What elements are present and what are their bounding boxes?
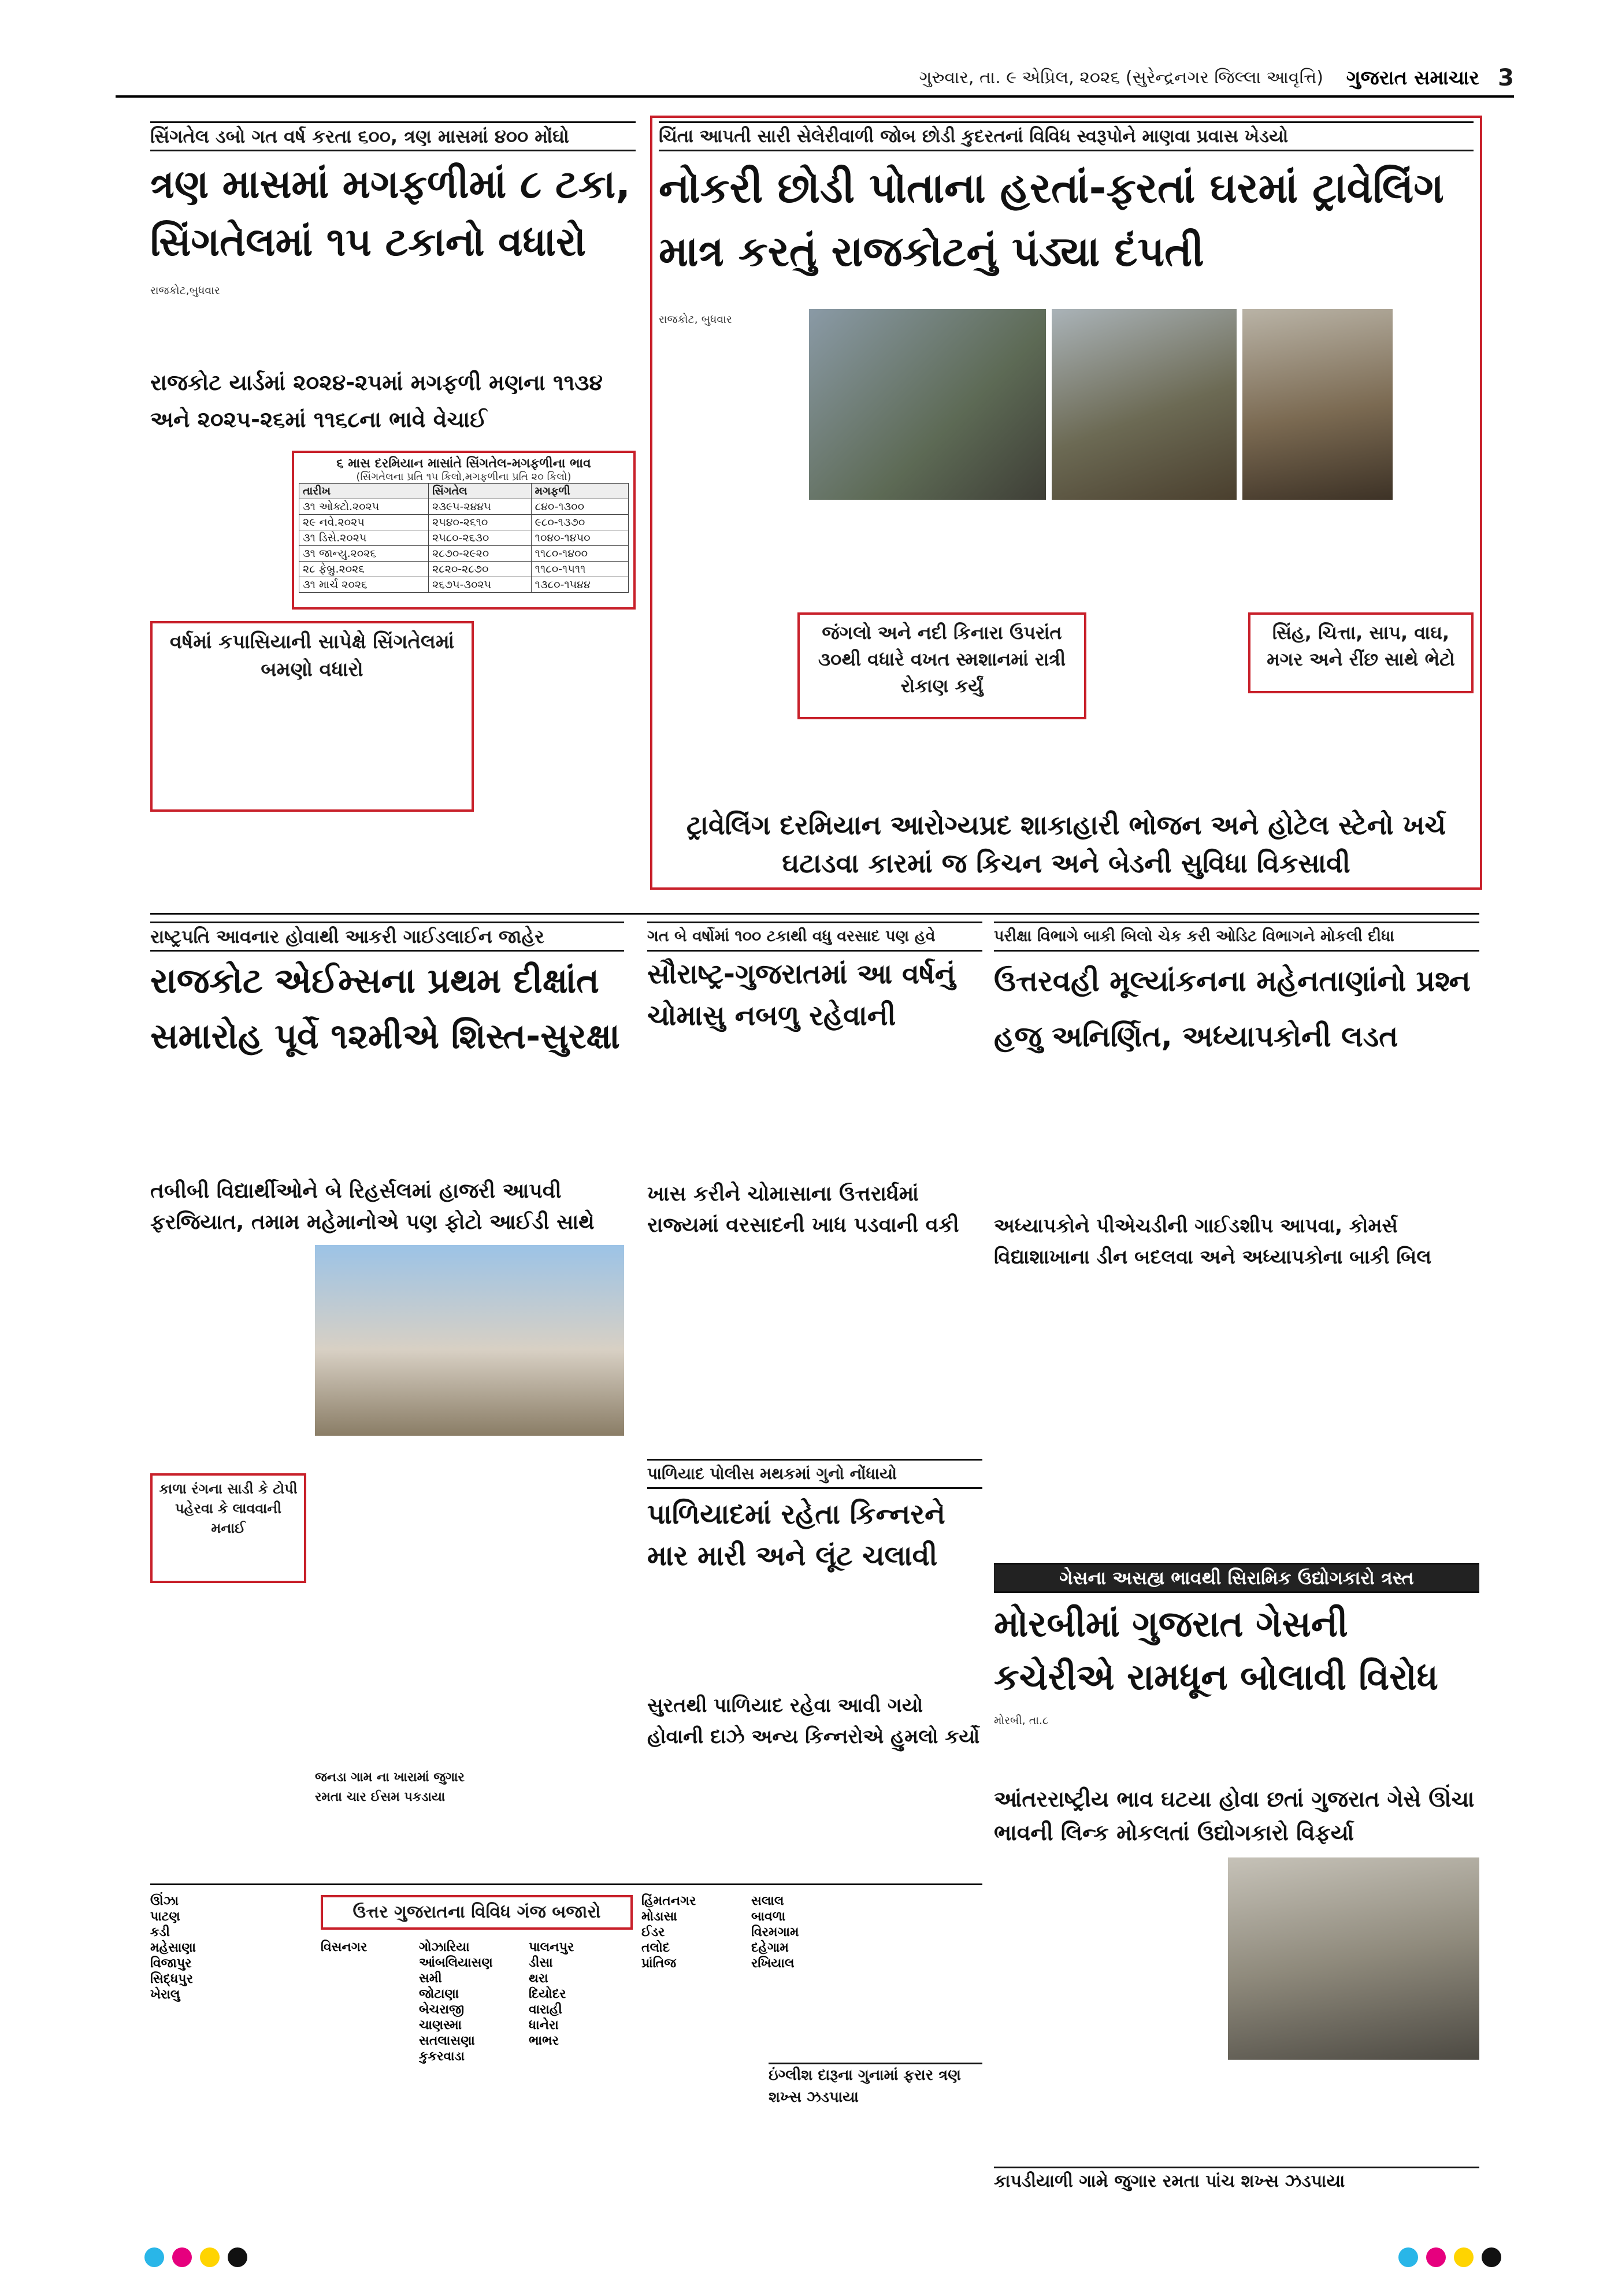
market-center: પ્રાંતિજ bbox=[641, 1956, 677, 1971]
registration-marks-right bbox=[1398, 2247, 1501, 2267]
morbi-dateline: મોરબી, તા.૮ bbox=[994, 1714, 1049, 1727]
market-center: આંબલિયાસણ bbox=[419, 1956, 493, 1970]
table-cell: ૨૬૭૫-૩૦૨૫ bbox=[429, 577, 532, 593]
table-cell: ૯૮૦-૧૩૭૦ bbox=[531, 515, 628, 530]
market-center: બેચરાજી bbox=[419, 2003, 465, 2017]
table-row bbox=[299, 577, 629, 593]
monsoon-body-top bbox=[647, 1046, 982, 1173]
table-cell: ૩૧ માર્ચ ૨૦૨૬ bbox=[299, 577, 429, 593]
table-cell: ૨૫૪૦-૨૬૧૦ bbox=[429, 515, 532, 530]
groundnut-body-bottom bbox=[150, 820, 474, 907]
market-center: વારાહી bbox=[529, 2003, 562, 2017]
table-cell: ૮૪૦-૧૩૦૦ bbox=[531, 499, 628, 515]
market-center: સલાલ bbox=[751, 1894, 784, 1908]
table-cell: ૧૧૮૦-૧૪૦૦ bbox=[531, 546, 628, 562]
price-table-header: મગફળી bbox=[531, 484, 628, 499]
market-center: મહેસાણા bbox=[150, 1941, 196, 1955]
market-center: દિયોદર bbox=[529, 1987, 566, 2001]
monsoon-subhead: ખાસ કરીને ચોમાસાના ઉત્તરાર્ધમાં રાજ્યમાં વરસાદની ખાધ પડવાની વકી bbox=[647, 1182, 959, 1237]
campsite-photo bbox=[1052, 309, 1237, 500]
travel-kicker: ચિંતા આપતી સારી સેલેરીવાળી જોબ છોડી કુદરતનાં વિવિધ સ્વરૂપોને માણવા પ્રવાસ ખેડયો bbox=[659, 121, 1474, 151]
market-center: હિંમતનગર bbox=[641, 1894, 696, 1908]
market-col-1 bbox=[150, 1892, 312, 2285]
registration-dot bbox=[1426, 2247, 1446, 2267]
market-title-box bbox=[321, 1895, 633, 1930]
aiims-body-cols bbox=[315, 1444, 624, 1768]
price-table bbox=[299, 483, 629, 593]
groundnut-dateline: રાજકોટ,બુધવાર bbox=[150, 284, 220, 297]
gambling-jandra-headline: જનડા ગામ ના ખારામાં જુગાર રમતા ચાર ઈસમ પકડાયા bbox=[315, 1770, 465, 1804]
liquor-body bbox=[769, 2115, 982, 2230]
market-center: ડીસા bbox=[529, 1956, 553, 1970]
protest-photo bbox=[1228, 1857, 1479, 2060]
morbi-body bbox=[994, 1857, 1219, 2060]
aiims-subhead: તબીબી વિદ્યાર્થીઓને બે રિહર્સલમાં હાજરી આપવી ફરજિયાત, તમામ મહેમાનોએ પણ ફોટો આઈડી સાથે bbox=[150, 1179, 595, 1234]
market-center: તલોદ bbox=[641, 1941, 670, 1955]
price-table-header: તારીખ bbox=[299, 484, 429, 499]
market-center: વિજાપુર bbox=[150, 1956, 192, 1971]
groundnut-intro bbox=[150, 283, 636, 358]
section-rule bbox=[150, 1883, 982, 1885]
table-cell: ૨૮ ફેબ્રુ.૨૦૨૬ bbox=[299, 562, 429, 577]
morbi-subhead: આંતરરાષ્ટ્રીય ભાવ ઘટયા હોવા છતાં ગુજરાત ગેસે ઊંચા ભાવની લિન્ક મોકલતાં ઉદ્યોગકારો વિફર્યા bbox=[994, 1786, 1475, 1845]
price-table-header: સિંગતેલ bbox=[429, 484, 532, 499]
market-col-4 bbox=[529, 1938, 633, 2285]
market-center: ખેરાલુ bbox=[150, 1987, 180, 2002]
dateline: ગુરુવાર, તા. ૯ એપ્રિલ, ૨૦૨૬ (સુરેન્દ્રનગર જિલ્લા આવૃત્તિ) bbox=[919, 68, 1323, 88]
aiims-kicker: રાષ્ટ્રપતિ આવનાર હોવાથી આકરી ગાઈડલાઈન જાહેર bbox=[150, 922, 624, 952]
car-kitchen-photo bbox=[1242, 309, 1393, 500]
paliyad-subhead: સુરતથી પાળિયાદ રહેવા આવી ગયો હોવાની દાઝે અન્ય કિન્નરોએ હુમલો કર્યો bbox=[647, 1694, 980, 1748]
masthead-brand: ગુજરાત સમાચાર bbox=[1346, 66, 1479, 90]
page-header bbox=[116, 64, 1514, 92]
market-center: પાટણ bbox=[150, 1909, 180, 1924]
market-center: વિસનગર bbox=[321, 1940, 368, 1955]
table-cell: ૨૮૭૦-૨૯૨૦ bbox=[429, 546, 532, 562]
groundnut-kicker: સિંગતેલ ડબો ગત વર્ષ કરતા ૬૦૦, ત્રણ માસમાં ૪૦૦ મોંઘો bbox=[150, 121, 636, 151]
table-row bbox=[299, 499, 629, 515]
aiims-body-top bbox=[150, 1075, 624, 1173]
table-cell: ૧૦૪૦-૧૪૫૦ bbox=[531, 530, 628, 546]
cremation-box bbox=[797, 612, 1086, 719]
market-center: જોટાણા bbox=[419, 1987, 459, 2001]
morbi-kicker: ગેસના અસહ્ય ભાવથી સિરામિક ઉદ્યોગકારો ત્રસ્ત bbox=[994, 1563, 1479, 1593]
aiims-body-col1b bbox=[150, 1589, 306, 1878]
wildlife-box-title: સિંહ, ચિત્તા, સાપ, વાઘ, મગર અને રીંછ સાથે ભેટો bbox=[1267, 622, 1455, 670]
monsoon-kicker: ગત બે વર્ષોમાં ૧૦૦ ટકાથી વધુ વરસાદ પણ હવે bbox=[647, 922, 982, 952]
section-rule bbox=[150, 913, 1479, 915]
table-row bbox=[299, 515, 629, 530]
university-body-top bbox=[994, 1075, 1479, 1208]
university-kicker: પરીક્ષા વિભાગે બાકી બિલો ચેક કરી ઓડિટ વિભાગને મોકલી દીધા bbox=[994, 922, 1479, 952]
price-table-box bbox=[292, 451, 636, 610]
market-center: ગોઝારિયા bbox=[419, 1940, 470, 1955]
travel-banner: ટ્રાવેલિંગ દરમિયાન આરોગ્યપ્રદ શાકાહારી ભોજન અને હોટેલ સ્ટેનો ખર્ચ ઘટાડવા કારમાં જ કિચન અને બેડની સુવિધા વિકસાવી bbox=[686, 809, 1446, 879]
groundnut-headline: ત્રણ માસમાં મગફળીમાં ૮ ટકા, સિંગતેલમાં ૧૫ ટકાનો વધારો bbox=[150, 162, 631, 265]
table-cell: ૩૧ ડિસે.૨૦૨૫ bbox=[299, 530, 429, 546]
market-center: રખિયાલ bbox=[751, 1956, 795, 1971]
price-table-title: ૬ માસ દરમિયાન માસાંતે સિંગતેલ-મગફળીના ભાવ bbox=[336, 456, 591, 471]
monsoon-headline: સૌરાષ્ટ્ર-ગુજરાતમાં આ વર્ષનું ચોમાસુ નબળુ રહેવાની bbox=[647, 958, 956, 1032]
monsoon-body bbox=[647, 1248, 982, 1450]
registration-dot bbox=[172, 2247, 192, 2267]
table-row bbox=[299, 562, 629, 577]
aiims-body-bottom bbox=[315, 1814, 624, 1878]
paliyad-kicker: પાળિયાદ પોલીસ મથકમાં ગુનો નોંધાયો bbox=[647, 1459, 982, 1489]
travel-body-col4 bbox=[1248, 699, 1474, 803]
travel-dateline: રાજકોટ, બુધવાર bbox=[659, 313, 732, 326]
table-cell: ૧૧૮૦-૧૫૧૧ bbox=[531, 562, 628, 577]
paliyad-body-top bbox=[647, 1586, 982, 1684]
market-center: ધાનેરા bbox=[529, 2018, 559, 2033]
registration-dot bbox=[144, 2247, 164, 2267]
market-center: મોડાસા bbox=[641, 1909, 677, 1924]
table-cell: ૩૧ ઓક્ટો.૨૦૨૫ bbox=[299, 499, 429, 515]
camper-car-photo bbox=[809, 309, 1046, 500]
table-row bbox=[299, 530, 629, 546]
market-center: ચાણસ્મા bbox=[419, 2018, 462, 2033]
groundnut-body-right bbox=[485, 621, 636, 910]
cremation-box-title: જંગલો અને નદી કિનારા ઉપરાંત ૩૦થી વધારે વખત સ્મશાનમાં રાત્રી રોકાણ કર્યું bbox=[818, 622, 1066, 697]
table-cell: ૨૮૨૦-૨૮૭૦ bbox=[429, 562, 532, 577]
market-center: ભાભર bbox=[529, 2034, 559, 2048]
market-center: સતલાસણા bbox=[419, 2034, 475, 2048]
price-table-note: (સિંગતેલના પ્રતિ ૧૫ કિલો,મગફળીના પ્રતિ ૨૦ કિલો) bbox=[356, 471, 572, 483]
table-cell: ૧૩૮૦-૧૫૪૪ bbox=[531, 577, 628, 593]
market-center: સિદ્ધપુર bbox=[150, 1972, 193, 1986]
registration-dot bbox=[1398, 2247, 1418, 2267]
table-cell: ૨૫૮૦-૨૬૩૦ bbox=[429, 530, 532, 546]
university-headline: ઉત્તરવહી મૂલ્યાંકનના મહેનતાણાંનો પ્રશ્ન હજુ અનિર્ણિત, અધ્યાપકોની લડત bbox=[994, 964, 1471, 1053]
aiims-body-col1 bbox=[150, 1248, 306, 1467]
market-col-3 bbox=[419, 1938, 523, 2285]
market-center: વિરમગામ bbox=[751, 1925, 799, 1940]
travel-headline: નોકરી છોડી પોતાના હરતાં-ફરતાં ઘરમાં ટ્રાવેલિંગ માત્ર કરતું રાજકોટનું પંડ્યા દંપતી bbox=[659, 164, 1444, 276]
travel-body-mid bbox=[809, 506, 1237, 607]
gambling-headline: કાપડીયાળી ગામે જુગાર રમતા પાંચ શખ્સ ઝડપાયા bbox=[994, 2167, 1479, 2197]
morbi-body-bottom bbox=[994, 2065, 1479, 2164]
market-center: બાવળા bbox=[751, 1909, 786, 1924]
market-center: પાલનપુર bbox=[529, 1940, 574, 1955]
wildlife-box bbox=[1248, 612, 1474, 693]
morbi-headline: મોરબીમાં ગુજરાત ગેસની કચેરીએ રામધૂન બોલાવી વિરોધ bbox=[994, 1603, 1438, 1698]
table-cell: ૩૧ જાન્યુ.૨૦૨૬ bbox=[299, 546, 429, 562]
aiims-headline: રાજકોટ એઈમ્સના પ્રથમ દીક્ષાંત સમારોહ પૂર્વે ૧૨મીએ શિસ્ત-સુરક્ષા bbox=[150, 961, 620, 1057]
page-number: 3 bbox=[1498, 65, 1514, 91]
market-center: થરા bbox=[529, 1971, 548, 1986]
market-center: કડી bbox=[150, 1925, 170, 1940]
liquor-headline: ઇંગ્લીશ દારૂના ગુનામાં ફરાર ત્રણ શખ્સ ઝડપાયા bbox=[769, 2063, 982, 2111]
morbi-body-top bbox=[994, 1713, 1479, 1777]
university-subhead: અધ્યાપકોને પીએચડીની ગાઈડશીપ આપવા, કોમર્સ વિદ્યાશાખાના ડીન બદલવા અને અધ્યાપકોના બાકી બિલ bbox=[994, 1214, 1432, 1269]
registration-dot bbox=[1482, 2247, 1501, 2267]
travel-body-col3 bbox=[1092, 612, 1242, 803]
registration-dot bbox=[1454, 2247, 1474, 2267]
market-title: ઉત્તર ગુજરાતના વિવિધ ગંજ બજારો bbox=[352, 1902, 601, 1922]
market-col-5 bbox=[641, 1892, 745, 2285]
aiims-campus-photo bbox=[315, 1245, 624, 1436]
market-center: કુકરવાડા bbox=[419, 2049, 465, 2064]
paliyad-body bbox=[647, 1759, 982, 1881]
header-rule bbox=[116, 95, 1514, 98]
market-col-2 bbox=[321, 1938, 413, 2285]
cottonseed-box bbox=[150, 621, 474, 812]
university-body bbox=[994, 1280, 1479, 1557]
registration-dot bbox=[200, 2247, 220, 2267]
registration-marks-left bbox=[144, 2247, 247, 2267]
cottonseed-box-title: વર્ષમાં કપાસિયાની સાપેક્ષે સિંગતેલમાં બમણો વધારો bbox=[169, 630, 455, 681]
black-dress-box bbox=[150, 1473, 306, 1583]
table-row bbox=[299, 546, 629, 562]
travel-body-col1 bbox=[659, 312, 803, 612]
table-cell: ૨૩૯૫-૨૪૪૫ bbox=[429, 499, 532, 515]
registration-dot bbox=[228, 2247, 247, 2267]
table-cell: ૨૯ નવે.૨૦૨૫ bbox=[299, 515, 429, 530]
gambling-body bbox=[994, 2201, 1479, 2282]
paliyad-headline: પાળિયાદમાં રહેતા કિન્નરને માર મારી અને લૂંટ ચલાવી bbox=[647, 1498, 945, 1572]
groundnut-subhead: રાજકોટ યાર્ડમાં ૨૦૨૪-૨૫માં મગફળી મણના ૧૧૩૪ અને ૨૦૨૫-૨૬માં ૧૧૬૮ના ભાવે વેચાઈ bbox=[150, 370, 603, 432]
groundnut-body-left bbox=[150, 451, 283, 601]
market-center: દહેગામ bbox=[751, 1941, 789, 1955]
market-center: ઊંઝા bbox=[150, 1894, 179, 1908]
market-center: ઈડર bbox=[641, 1925, 665, 1940]
black-dress-box-title: કાળા રંગના સાડી કે ટોપી પહેરવા કે લાવવાની મનાઈ bbox=[159, 1481, 298, 1536]
market-center: સમી bbox=[419, 1971, 442, 1986]
